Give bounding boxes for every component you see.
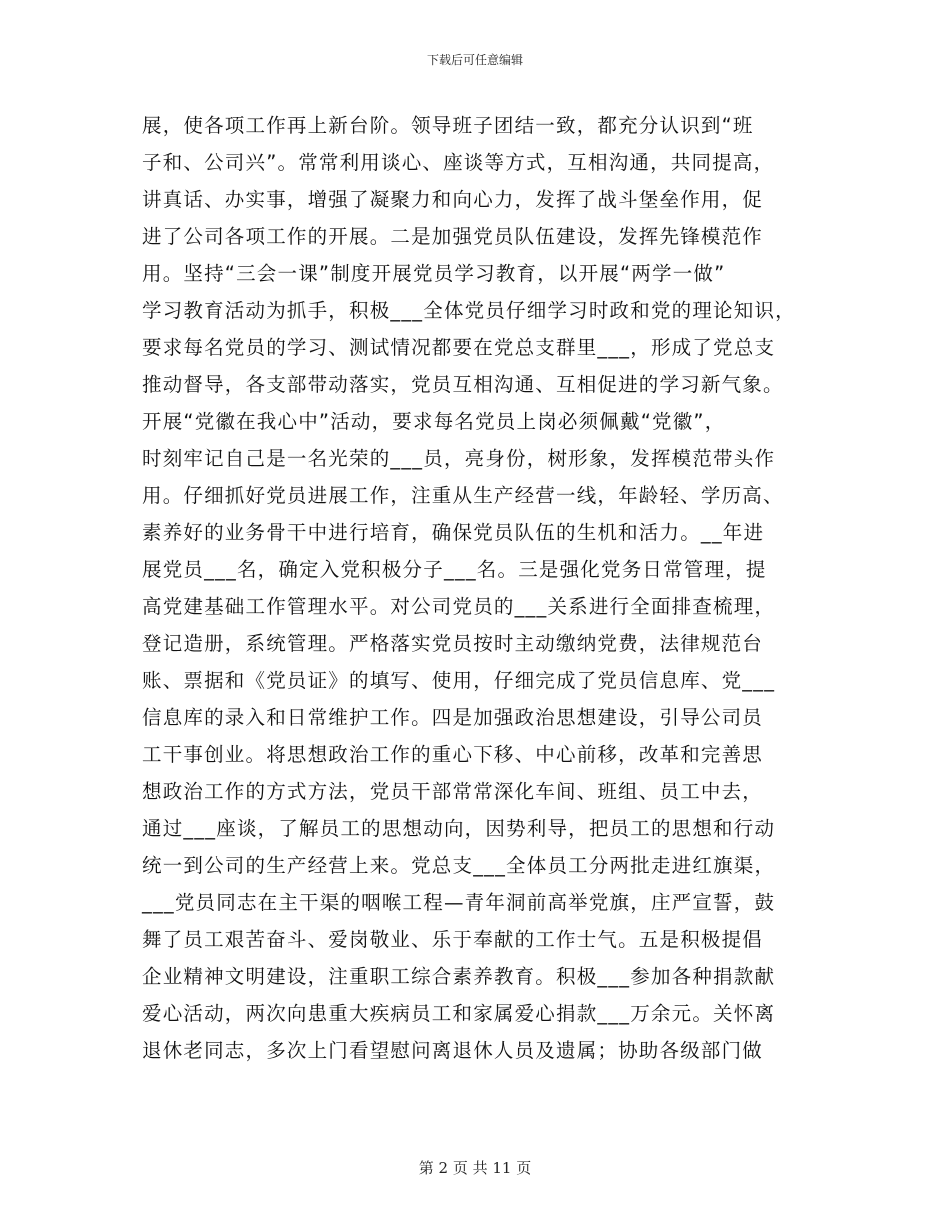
- body-line: 账、票据和《党员证》的填写、使用，仔细完成了党员信息库、党___: [142, 669, 776, 692]
- body-line: 信息库的录入和日常维护工作。四是加强政治思想建设，引导公司员: [142, 706, 764, 729]
- body-line: 工干事创业。将思想政治工作的重心下移、中心前移，改革和完善思: [142, 743, 764, 766]
- body-line: 爱心活动，两次向患重大疾病员工和家属爱心捐款___万余元。关怀离: [142, 1002, 776, 1025]
- body-line: 展，使各项工作再上新台阶。领导班子团结一致，都充分认识到“班: [142, 114, 754, 137]
- body-line: 统一到公司的生产经营上来。党总支___全体员工分两批走进红旗渠，: [142, 854, 776, 877]
- body-line: 学习教育活动为抓手，积极___全体党员仔细学习时政和党的理论知识，: [142, 299, 796, 322]
- body-line: 高党建基础工作管理水平。对公司党员的___关系进行全面排查梳理，: [142, 595, 776, 618]
- body-line: 讲真话、办实事，增强了凝聚力和向心力，发挥了战斗堡垒作用，促: [142, 188, 764, 211]
- body-line: 登记造册，系统管理。严格落实党员按时主动缴纳党费，法律规范台: [142, 632, 764, 655]
- page-number-footer: 第 2 页 共 11 页: [418, 1159, 532, 1177]
- body-line: 退休老同志，多次上门看望慰问离退休人员及遗属；协助各级部门做: [142, 1039, 764, 1062]
- body-line: 通过___座谈，了解员工的思想动向，因势利导，把员工的思想和行动: [142, 817, 776, 840]
- body-line: 推动督导，各支部带动落实，党员互相沟通、互相促进的学习新气象。: [142, 373, 784, 396]
- body-line: 素养好的业务骨干中进行培育，确保党员队伍的生机和活力。__年进: [142, 521, 765, 544]
- page-header-note: 下载后可任意编辑: [426, 53, 523, 67]
- body-line: 子和、公司兴”。常常利用谈心、座谈等方式，互相沟通，共同提高，: [142, 151, 775, 174]
- body-line: 舞了员工艰苦奋斗、爱岗敬业、乐于奉献的工作士气。五是积极提倡: [142, 928, 764, 951]
- body-line: 展党员___名，确定入党积极分子___名。三是强化党务日常管理，提: [142, 558, 767, 581]
- document-body: [142, 107, 822, 1069]
- body-line: 开展“党徽在我心中”活动，要求每名党员上岗必须佩戴“党徽”，: [142, 410, 726, 433]
- body-line: 时刻牢记自己是一名光荣的___员，亮身份，树形象，发挥模范带头作: [142, 447, 776, 470]
- body-line: 要求每名党员的学习、测试情况都要在党总支群里___，形成了党总支: [142, 336, 776, 359]
- body-line: 用。仔细抓好党员进展工作，注重从生产经营一线，年龄轻、学历高、: [142, 484, 784, 507]
- body-line: ___党员同志在主干渠的咽喉工程—青年洞前高举党旗，庄严宣誓，鼓: [142, 891, 776, 914]
- body-line: 企业精神文明建设，注重职工综合素养教育。积极___参加各种捐款献: [142, 965, 776, 988]
- body-line: 进了公司各项工作的开展。二是加强党员队伍建设，发挥先锋模范作: [142, 225, 764, 248]
- body-line: 用。坚持“三会一课”制度开展党员学习教育，以开展“两学一做”: [142, 262, 726, 285]
- body-line: 想政治工作的方式方法，党员干部常常深化车间、班组、员工中去，: [142, 780, 764, 803]
